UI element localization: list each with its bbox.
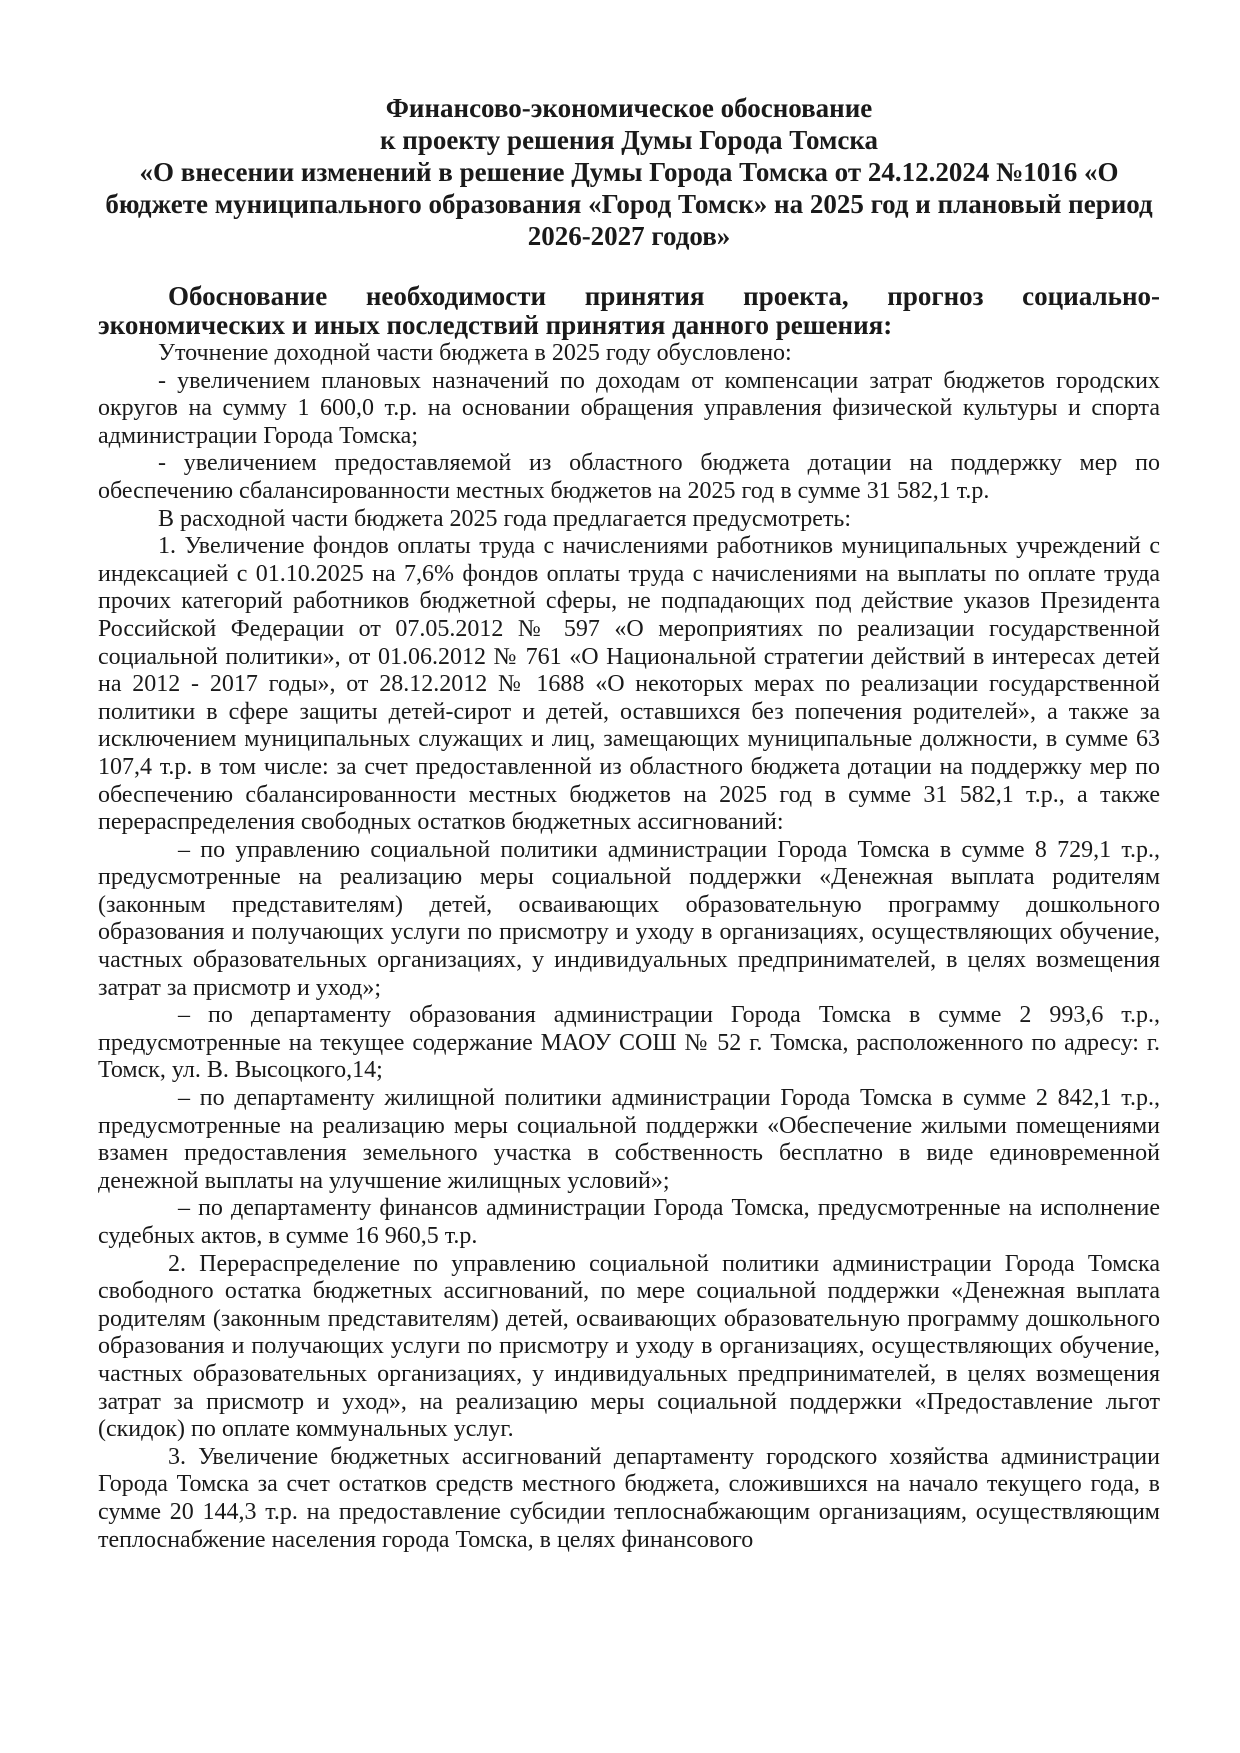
header-line-2: к проекту решения Думы Города Томска: [379, 125, 879, 155]
paragraph-housing: – по департаменту жилищной политики администрации Города Томска в сумме 2 842,1 т.р., предусмотренные на реализацию меры социальной поддержки «Обеспечение жилыми помещениями взамен предоставления земельного участка в собственность бесплатно в виде единовременной денежной выплаты на улучшение жилищных условий»;: [98, 1085, 1160, 1194]
header-line-3: «О внесении изменений в решение Думы Города Томска от 24.12.2024 №1016 «О бюджете муниципального образования «Город Томск» на 2025 год и плановый период 2026-2027 годов»: [105, 157, 1153, 251]
header-line-1: Финансово-экономическое обоснование: [385, 93, 873, 123]
document-header: [98, 92, 1160, 252]
paragraph-income-item-1: - увеличением плановых назначений по доходам от компенсации затрат бюджетов городских округов на сумму 1 600,0 т.р. на основании обращения управления физической культуры и спорта администрации Города Томска;: [98, 367, 1160, 449]
paragraph-item-3: 3. Увеличение бюджетных ассигнований департаменту городского хозяйства администрации Города Томска за счет остатков средств местного бюджета, сложившихся на начало текущего года, в сумме 20 144,3 т.р. на предоставление субсидии теплоснабжающим организациям, осуществляющим теплоснабжение населения города Томска, в целях финансового: [98, 1443, 1160, 1553]
document-page: [98, 92, 1160, 1554]
paragraph-social-policy: – по управлению социальной политики администрации Города Томска в сумме 8 729,1 т.р., предусмотренные на реализацию меры социальной поддержки «Денежная выплата родителям (законным представителям) детей, осваивающих образовательную программу дошкольного образования и получающих услуги по присмотру и уходу в организациях, осуществляющих обучение, частных образовательных организациях, у индивидуальных предпринимателей, в целях возмещения затрат за присмотр и уход»;: [98, 836, 1160, 1001]
section-heading-line-1: Обоснование необходимости принятия проекта, прогноз социально-: [168, 281, 1160, 311]
document-body: [98, 340, 1160, 1554]
section-heading-line-2: экономических и иных последствий принятия данного решения:: [98, 310, 893, 340]
paragraph-item-1: 1. Увеличение фондов оплаты труда с начислениями работников муниципальных учреждений с индексацией с 01.10.2025 на 7,6% фондов оплаты труда с начислениями на выплаты по оплате труда прочих категорий работников бюджетной сферы, не подпадающих под действие указов Президента Российской Федерации от 07.05.2012 № 597 «О мероприятиях по реализации государственной социальной политики», от 01.06.2012 № 761 «О Национальной стратегии действий в интересах детей на 2012 - 2017 годы», от 28.12.2012 № 1688 «О некоторых мерах по реализации государственной политики в сфере защиты детей-сирот и детей, оставшихся без попечения родителей», а также за исключением муниципальных служащих и лиц, замещающих муниципальные должности, в сумме 63 107,4 т.р. в том числе: за счет предоставленной из областного бюджета дотации на поддержку мер по обеспечению сбалансированности местных бюджетов на 2025 год в сумме 31 582,1 т.р., а также перераспределения свободных остатков бюджетных ассигнований:: [98, 533, 1160, 836]
paragraph-education: – по департаменту образования администрации Города Томска в сумме 2 993,6 т.р., предусмотренные на текущее содержание МАОУ СОШ № 52 г. Томска, расположенного по адресу: г. Томск, ул. В. Высоцкого,14;: [98, 1002, 1160, 1084]
paragraph-item-2: 2. Перераспределение по управлению социальной политики администрации Города Томска свободного остатка бюджетных ассигнований, по мере социальной поддержки «Денежная выплата родителям (законным представителям) детей, осваивающих образовательную программу дошкольного образования и получающих услуги по присмотру и уходу в организациях, осуществляющих обучение, частных образовательных организациях, у индивидуальных предпринимателей, в целях возмещения затрат за присмотр и уход», на реализацию меры социальной поддержки «Предоставление льгот (скидок) по оплате коммунальных услуг.: [98, 1250, 1160, 1443]
paragraph-income-item-2: - увеличением предоставляемой из областного бюджета дотации на поддержку мер по обеспечению сбалансированности местных бюджетов на 2025 год в сумме 31 582,1 т.р.: [98, 450, 1160, 504]
paragraph-expense-intro: В расходной части бюджета 2025 года предлагается предусмотреть:: [158, 505, 851, 532]
section-heading: [98, 282, 1160, 340]
paragraph-income-intro: Уточнение доходной части бюджета в 2025 году обусловлено:: [158, 340, 792, 366]
paragraph-finance: – по департаменту финансов администрации Города Томска, предусмотренные на исполнение судебных актов, в сумме 16 960,5 т.р.: [98, 1195, 1160, 1249]
